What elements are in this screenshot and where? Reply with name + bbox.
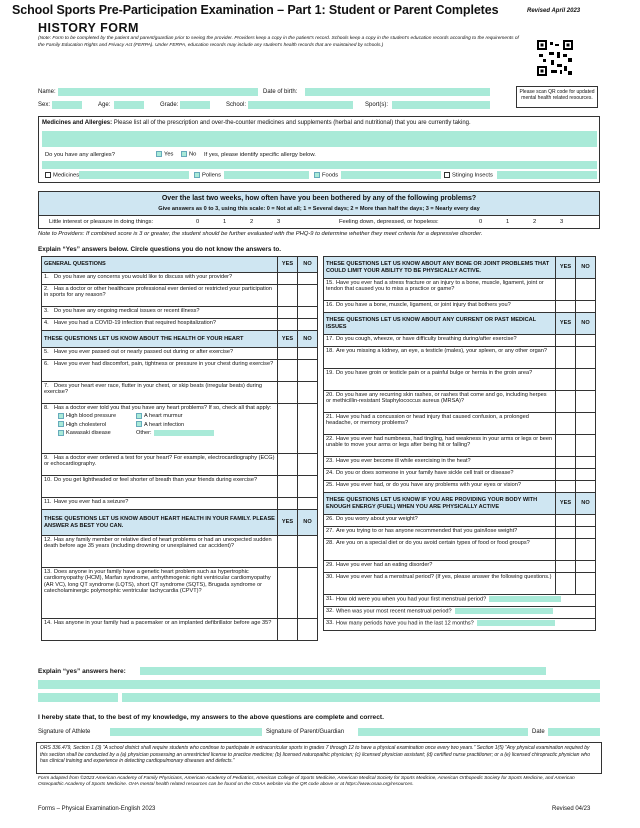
- question-9: 9. Has a doctor ever ordered a test for your heart? For example, electrocardiography (ECG) or echocardiography.: [42, 454, 278, 476]
- medicines-heading: [42, 120, 471, 127]
- q27-no-cell[interactable]: [576, 527, 596, 539]
- q5-no-cell[interactable]: [298, 348, 318, 360]
- q1-no-cell[interactable]: [298, 273, 318, 285]
- question-32-text: When was your most recent menstrual period?: [336, 608, 452, 615]
- signature-athlete-input[interactable]: [110, 728, 262, 736]
- ors-statute-box: ORS 336.479, Section 1 (3) “A school district shall require students who continue to participate in extracurricular sports in grades 7 through 12 to have a physical examination once every two years.” Section 1(5) “Any physical examination required by this section shall be conducted by a (a) physician possessing an unrestricted license to practice medicine; (b) licensed naturopathic physician; (c) licensed physician assistant; (d) certified nurse practitioner; or a (e) licensed chiropractic physician who has clinical training and experience in detecting cardiopulmonary diseases and defects.”: [36, 742, 602, 774]
- question-28-text: Are you on a special diet or do you avoid certain types of food or food groups?: [336, 540, 530, 546]
- question-17-text: Do you cough, wheeze, or have difficulty breathing during/after exercise?: [336, 336, 517, 342]
- left-questions-table: [41, 256, 318, 641]
- allergy-question: Do you have any allergies?: [45, 152, 115, 158]
- phq-q1-3[interactable]: 3: [277, 219, 281, 225]
- q13-yes-cell[interactable]: [278, 568, 298, 619]
- question-5-text: Have you ever passed out or nearly passed out during or after exercise?: [54, 349, 234, 355]
- energy-heading: THESE QUESTIONS LET US KNOW IF YOU ARE PROVIDING YOUR BODY WITH ENOUGH ENERGY (FUEL) WHEN YOU ARE PHYSICALLY ACTIVE: [324, 493, 556, 515]
- energy-yes-heading: YES: [556, 493, 576, 515]
- question-27: 27. Are you trying to or has anyone recommended that you gain/lose weight?: [324, 527, 556, 539]
- q8c-label: High cholesterol: [66, 421, 107, 428]
- medicines-instructions: Please list all of the prescription and over-the-counter medicines and supplements (herbal and nutritional) that you are currently taking.: [112, 120, 471, 126]
- energy-no-heading: NO: [576, 493, 596, 515]
- q10-yes-cell[interactable]: [278, 476, 298, 498]
- q12-no-cell[interactable]: [298, 536, 318, 568]
- general-heading: GENERAL QUESTIONS: [42, 257, 278, 273]
- school-label: School:: [226, 102, 247, 108]
- question-1: 1. Do you have any concerns you would like to discuss with your provider?: [42, 273, 278, 285]
- question-2: 2. Has a doctor or other healthcare professional ever denied or restricted your participation in sports for any reason?: [42, 285, 278, 307]
- q8-row-1: [58, 412, 275, 420]
- q19-no-cell[interactable]: [576, 369, 596, 391]
- question-13: 13. Does anyone in your family have a genetic heart problem such as hypertrophic cardiomyopathy (HCM), Marfan syndrome, arrhythmogenic right ventricular cardiomyopathy (AR VC), long QT syndrome (LQTS), short QT syndrome (SQTS), Brugada syndrome or catecholaminergic polymorphic ventricular tachycardia (CPVT)?: [42, 568, 278, 619]
- footer-right: Revised 04/23: [552, 806, 591, 812]
- question-18: 18. Are you missing a kidney, an eye, a testicle (males), your spleen, or any other organ?: [324, 347, 556, 369]
- question-10: 10. Do you get lightheaded or feel shorter of breath than your friends during exercise?: [42, 476, 278, 498]
- question-23: 23. Have you ever become ill while exercising in the heat?: [324, 457, 556, 469]
- q8b-option[interactable]: [136, 413, 183, 419]
- question-13-text: Does anyone in your family have a genetic heart problem such as hypertrophic cardiomyopathy (HCM), Marfan syndrome, arrhythmogenic right ventricular cardiomyopathy (AR VC), long QT syndrome (LQTS), short QT syndrome (SQTS), Brugada syndrome or catecholaminergic polymorphic ventricular tachycardia (CPVT)?: [44, 569, 271, 595]
- q8-row-3: [58, 429, 275, 437]
- q22-yes-cell[interactable]: [556, 435, 576, 457]
- form-title: HISTORY FORM: [38, 21, 139, 35]
- question-6: 6. Have you ever had discomfort, pain, tightness or pressure in your chest during exercise?: [42, 360, 278, 382]
- q25-yes-cell[interactable]: [556, 481, 576, 493]
- q8e-checkbox[interactable]: [58, 430, 64, 436]
- allergy-no-label: No: [189, 151, 197, 158]
- dob-label: Date of birth:: [263, 89, 298, 95]
- q3-yes-cell[interactable]: [278, 307, 298, 319]
- q14-no-cell[interactable]: [298, 619, 318, 641]
- q11-yes-cell[interactable]: [278, 498, 298, 510]
- sex-input[interactable]: [52, 101, 82, 109]
- pollens-allergy-input[interactable]: [224, 171, 309, 179]
- q8b-checkbox[interactable]: [136, 413, 142, 419]
- allergy-no-checkbox[interactable]: [181, 151, 187, 157]
- q8d-checkbox[interactable]: [136, 421, 142, 427]
- question-24: 24. Do you or does someone in your family have sickle cell trait or disease?: [324, 469, 556, 481]
- question-27-text: Are you trying to or has anyone recommended that you gain/lose weight?: [336, 528, 518, 534]
- bone-no-heading: NO: [576, 257, 596, 279]
- question-12: 12. Has any family member or relative died of heart problems or had an unexpected sudden death before age 35 years (including drowning or unexplained car accident)?: [42, 536, 278, 568]
- allergy-yes-label: Yes: [164, 151, 174, 158]
- question-20-text: Do you have any recurring skin rashes, or rashes that come and go, including herpes or methicillin-resistant Staphylococcus aureus (MRSA)?: [326, 392, 547, 405]
- insects-checkbox[interactable]: [444, 172, 450, 178]
- q17-yes-cell[interactable]: [556, 335, 576, 347]
- q17-no-cell[interactable]: [576, 335, 596, 347]
- explain-yes-input-3[interactable]: [38, 693, 118, 702]
- allergy-yes-checkbox[interactable]: [156, 151, 162, 157]
- date-label: Date: [532, 729, 545, 735]
- question-19: 19. Do you have groin or testicle pain or a painful bulge or hernia in the groin area?: [324, 369, 556, 391]
- explain-yes-label: Explain “yes” answers here:: [38, 668, 126, 675]
- question-18-text: Are you missing a kidney, an eye, a testicle (males), your spleen, or any other organ?: [336, 348, 548, 354]
- phq-q2: Feeling down, depressed, or hopeless:: [339, 219, 439, 225]
- q8-row-2: [58, 421, 275, 429]
- q8a-option[interactable]: [58, 412, 136, 420]
- foods-checkbox[interactable]: [314, 172, 320, 178]
- phq-q2-0[interactable]: 0: [479, 219, 483, 225]
- q3-no-cell[interactable]: [298, 307, 318, 319]
- phq-section: [38, 191, 600, 229]
- question-11-text: Have you ever had a seizure?: [54, 499, 129, 505]
- question-22: 22. Have you ever had numbness, had tingling, had weakness in your arms or legs or been unable to move your arms or legs after being hit or falling?: [324, 435, 556, 457]
- q28-yes-cell[interactable]: [556, 539, 576, 561]
- q9-yes-cell[interactable]: [278, 454, 298, 476]
- phq-q1: Little interest or pleasure in doing things:: [49, 219, 154, 225]
- family-heading: THESE QUESTIONS LET US KNOW ABOUT HEART HEALTH IN YOUR FAMILY. PLEASE ANSWER AS BEST YOU CAN.: [42, 510, 278, 536]
- question-31: 31. How old were you when you had your first menstrual period?: [324, 595, 596, 607]
- question-2-text: Has a doctor or other healthcare professional ever denied or restricted your participation in sports for any reason?: [44, 286, 272, 299]
- q8-no-cell[interactable]: [298, 404, 318, 454]
- form-note: (Note: Form to be completed by the patient and parent/guardian prior to seeing the provider. Providers keep a copy in the patient's record. Schools keep a copy in the student's education records according to the requirements of the Family Education Rights and Privacy Act (FERPA). Under FERPA, education records may include any student's health records that are maintained by schools.): [38, 36, 519, 48]
- question-8-text: Has a doctor ever told you that you have any heart problems? If so, check all that apply:: [54, 405, 272, 411]
- medicines-option-label: Medicines: [53, 172, 80, 179]
- q16-no-cell[interactable]: [576, 301, 596, 313]
- q32-input[interactable]: [455, 608, 553, 614]
- question-29-text: Have you ever had an eating disorder?: [336, 562, 433, 568]
- question-19-text: Do you have groin or testicle pain or a painful bulge or hernia in the groin area?: [336, 370, 533, 376]
- question-15-text: Have you ever had a stress fracture or an injury to a bone, muscle, ligament, joint or tendon that caused you to miss a practice or game?: [326, 280, 544, 293]
- question-10-text: Do you get lightheaded or feel shorter of breath than your friends during exercise?: [54, 477, 258, 483]
- explain-yes-input-4[interactable]: [122, 693, 600, 702]
- medicines-allergy-input[interactable]: [79, 171, 189, 179]
- q14-yes-cell[interactable]: [278, 619, 298, 641]
- question-28: 28. Are you on a special diet or do you avoid certain types of food or food groups?: [324, 539, 556, 561]
- q15-yes-cell[interactable]: [556, 279, 576, 301]
- q8b-label: A heart murmur: [144, 413, 183, 420]
- question-26: 26. Do you worry about your weight?: [324, 515, 556, 527]
- q21-yes-cell[interactable]: [556, 413, 576, 435]
- q19-yes-cell[interactable]: [556, 369, 576, 391]
- name-label: Name:: [38, 89, 56, 95]
- q16-yes-cell[interactable]: [556, 301, 576, 313]
- question-21-text: Have you had a concussion or head injury that caused confusion, a prolonged headache, or memory problems?: [326, 414, 529, 427]
- q12-yes-cell[interactable]: [278, 536, 298, 568]
- question-16-text: Do you have a bone, muscle, ligament, or joint injury that bothers you?: [336, 302, 511, 308]
- medicines-input[interactable]: [42, 131, 597, 147]
- insects-allergy-input[interactable]: [497, 171, 597, 179]
- question-8: 8. Has a doctor ever told you that you have any heart problems? If so, check all that apply: High blood pressure A heart murmur High cholesterol A heart infection Kawasaki disease Other:: [42, 404, 278, 454]
- q7-no-cell[interactable]: [298, 382, 318, 404]
- bone-heading: THESE QUESTIONS LET US KNOW ABOUT ANY BONE OR JOINT PROBLEMS THAT COULD LIMIT YOUR ABILITY TO BE PHYSICALLY ACTIVE.: [324, 257, 556, 279]
- phq-q1-2[interactable]: 2: [250, 219, 254, 225]
- school-input[interactable]: [248, 101, 353, 109]
- phq-q1-options[interactable]: [196, 219, 296, 226]
- question-16: 16. Do you have a bone, muscle, ligament, or joint injury that bothers you?: [324, 301, 556, 313]
- date-input[interactable]: [548, 728, 600, 736]
- qr-note-box: Please scan QR code for updated mental health related resources.: [516, 86, 598, 108]
- medicines-checkbox[interactable]: [45, 172, 51, 178]
- footer-left: Forms – Physical Examination-English 2023: [38, 806, 156, 812]
- explain-header: Explain “Yes” answers below. Circle questions you do not know the answers to.: [38, 246, 282, 253]
- question-9-text: Has a doctor ever ordered a test for your heart? For example, electrocardiography (ECG) or echocardiography.: [44, 455, 275, 468]
- q28-no-cell[interactable]: [576, 539, 596, 561]
- form-header-title: School Sports Pre-Participation Examination – Part 1: Student or Parent Completes: [12, 3, 499, 17]
- sports-label: Sport(s):: [365, 102, 389, 108]
- q15-no-cell[interactable]: [576, 279, 596, 301]
- q18-yes-cell[interactable]: [556, 347, 576, 369]
- q18-no-cell[interactable]: [576, 347, 596, 369]
- heart-heading: THESE QUESTIONS LET US KNOW ABOUT THE HEALTH OF YOUR HEART: [42, 331, 278, 348]
- q20-no-cell[interactable]: [576, 391, 596, 413]
- right-questions-table: [323, 256, 596, 631]
- q6-no-cell[interactable]: [298, 360, 318, 382]
- medicines-label: Medicines and Allergies:: [42, 120, 113, 126]
- medicines-section: [38, 116, 600, 183]
- q2-yes-cell[interactable]: [278, 285, 298, 307]
- question-30-text: Have you ever had a menstrual period? (If yes, please answer the following questions.): [336, 574, 552, 580]
- question-14: 14. Has anyone in your family had a pacemaker or an implanted defibrillator before age 35?: [42, 619, 278, 641]
- grade-label: Grade:: [160, 102, 179, 108]
- age-input[interactable]: [114, 101, 144, 109]
- q8f-label: Other:: [136, 430, 152, 437]
- q7-yes-cell[interactable]: [278, 382, 298, 404]
- question-20: 20. Do you have any recurring skin rashes, or rashes that come and go, including herpes or methicillin-resistant Staphylococcus aureus (MRSA)?: [324, 391, 556, 413]
- medical-no-heading: NO: [576, 313, 596, 335]
- no-heading: NO: [298, 257, 318, 273]
- question-15: 15. Have you ever had a stress fracture or an injury to a bone, muscle, ligament, joint or tendon that caused you to miss a practice or game?: [324, 279, 556, 301]
- question-31-text: How old were you when you had your first menstrual period?: [336, 596, 487, 603]
- medical-heading: THESE QUESTIONS LET US KNOW ABOUT ANY CURRENT OR PAST MEDICAL ISSUES: [324, 313, 556, 335]
- question-33: 33. How many periods have you had in the last 12 months?: [324, 619, 596, 631]
- allergy-foods-option[interactable]: [314, 172, 338, 179]
- question-24-text: Do you or does someone in your family have sickle cell trait or disease?: [336, 470, 514, 476]
- q26-yes-cell[interactable]: [556, 515, 576, 527]
- signature-parent-label: Signature of Parent/Guardian: [266, 729, 345, 735]
- age-label: Age:: [98, 102, 111, 108]
- question-21: 21. Have you had a concussion or head injury that caused confusion, a prolonged headache, or memory problems?: [324, 413, 556, 435]
- q33-input[interactable]: [477, 620, 555, 626]
- question-7-text: Does your heart ever race, flutter in your chest, or skip beats (irregular beats) during exercise?: [44, 383, 262, 396]
- dob-input[interactable]: [305, 88, 490, 96]
- q25-no-cell[interactable]: [576, 481, 596, 493]
- allergy-input[interactable]: [42, 161, 597, 169]
- question-3-text: Do you have any ongoing medical issues or recent illness?: [54, 308, 200, 314]
- q8a-label: High blood pressure: [66, 413, 117, 420]
- phq-q1-1[interactable]: 1: [223, 219, 227, 225]
- q8e-option[interactable]: [58, 429, 136, 437]
- q23-yes-cell[interactable]: [556, 457, 576, 469]
- phq-scale: Give answers as 0 to 3, using this scale: 0 = Not at all; 1 = Several days; 2 = More than half the days; 3 = Nearly every day: [158, 206, 480, 212]
- phq-title: Over the last two weeks, how often have you been bothered by any of the following problems?: [161, 195, 477, 202]
- question-23-text: Have you ever become ill while exercising in the heat?: [336, 458, 471, 464]
- question-4-text: Have you had a COVID-19 infection that required hospitalization?: [54, 320, 217, 326]
- grade-input[interactable]: [180, 101, 210, 109]
- foods-option-label: Foods: [322, 172, 339, 179]
- signature-parent-input[interactable]: [358, 728, 528, 736]
- foods-allergy-input[interactable]: [341, 171, 441, 179]
- allergy-medicines-option[interactable]: [45, 172, 79, 179]
- allergy-insects-option[interactable]: [444, 172, 493, 179]
- question-5: 5. Have you ever passed out or nearly passed out during or after exercise?: [42, 348, 278, 360]
- revised-date: Revised April 2023: [527, 8, 581, 14]
- question-29: 29. Have you ever had an eating disorder?: [324, 561, 556, 573]
- phq-q2-1[interactable]: 1: [506, 219, 510, 225]
- explain-yes-input-2[interactable]: [38, 680, 600, 689]
- q10-no-cell[interactable]: [298, 476, 318, 498]
- q9-no-cell[interactable]: [298, 454, 318, 476]
- q6-yes-cell[interactable]: [278, 360, 298, 382]
- question-14-text: Has anyone in your family had a pacemaker or an implanted defibrillator before age 35?: [54, 620, 272, 626]
- q8c-checkbox[interactable]: [58, 421, 64, 427]
- question-6-text: Have you ever had discomfort, pain, tightness or pressure in your chest during exercise?: [54, 361, 274, 367]
- q30-yes-cell[interactable]: [556, 573, 576, 595]
- family-yes-heading: YES: [278, 510, 298, 536]
- yes-heading: YES: [278, 257, 298, 273]
- q21-no-cell[interactable]: [576, 413, 596, 435]
- sex-label: Sex:: [38, 102, 51, 108]
- q5-yes-cell[interactable]: [278, 348, 298, 360]
- q4-no-cell[interactable]: [298, 319, 318, 331]
- medical-yes-heading: YES: [556, 313, 576, 335]
- q8d-option[interactable]: [136, 422, 184, 428]
- name-input[interactable]: [58, 88, 258, 96]
- q20-yes-cell[interactable]: [556, 391, 576, 413]
- question-26-text: Do you worry about your weight?: [336, 516, 418, 522]
- question-30: 30. Have you ever had a menstrual period? (If yes, please answer the following questions.): [324, 573, 556, 595]
- question-25: 25. Have you ever had, or do you have any problems with your eyes or vision?: [324, 481, 556, 493]
- q8-other-input[interactable]: [154, 430, 214, 436]
- phq-note: Note to Providers: If combined score is 3 or greater, the student should be further evaluated with the PHQ-9 to determine whether they meet criteria for a depressive disorder.: [38, 231, 483, 237]
- heart-yes-heading: YES: [278, 331, 298, 348]
- question-4: 4. Have you had a COVID-19 infection that required hospitalization?: [42, 319, 278, 331]
- question-12-text: Has any family member or relative died of heart problems or had an unexpected sudden death before age 35 years (including drowning or unexplained car accident)?: [44, 537, 272, 550]
- explain-yes-input-1[interactable]: [140, 667, 546, 675]
- allergy-yes-option[interactable]: [156, 151, 173, 158]
- question-1-text: Do you have any concerns you would like to discuss with your provider?: [54, 274, 233, 280]
- q24-yes-cell[interactable]: [556, 469, 576, 481]
- signature-athlete-label: Signature of Athlete: [38, 729, 91, 735]
- insects-option-label: Stinging Insects: [452, 172, 493, 179]
- phq-q2-3[interactable]: 3: [560, 219, 564, 225]
- question-33-text: How many periods have you had in the last 12 months?: [336, 620, 474, 627]
- allergy-pollens-option[interactable]: [194, 172, 221, 179]
- phq-q2-2[interactable]: 2: [533, 219, 537, 225]
- q8e-label: Kawasaki disease: [66, 430, 111, 437]
- bone-yes-heading: YES: [556, 257, 576, 279]
- family-no-heading: NO: [298, 510, 318, 536]
- sports-input[interactable]: [392, 101, 490, 109]
- q4-yes-cell[interactable]: [278, 319, 298, 331]
- question-22-text: Have you ever had numbness, had tingling, had weakness in your arms or legs or been unable to move your arms or legs after being hit or falling?: [326, 436, 553, 449]
- question-32: 32. When was your most recent menstrual period?: [324, 607, 596, 619]
- question-25-text: Have you ever had, or do you have any problems with your eyes or vision?: [336, 482, 522, 488]
- qr-code-icon: [537, 40, 573, 76]
- question-11: 11. Have you ever had a seizure?: [42, 498, 278, 510]
- q27-yes-cell[interactable]: [556, 527, 576, 539]
- q29-no-cell[interactable]: [576, 561, 596, 573]
- q1-yes-cell[interactable]: [278, 273, 298, 285]
- phq-q2-options[interactable]: [479, 219, 589, 226]
- q8-yes-cell[interactable]: [278, 404, 298, 454]
- heart-no-heading: NO: [298, 331, 318, 348]
- q8c-option[interactable]: [58, 421, 136, 429]
- q30-no-cell[interactable]: [576, 573, 596, 595]
- q23-no-cell[interactable]: [576, 457, 596, 469]
- pollens-option-label: Pollens: [202, 172, 222, 179]
- q24-no-cell[interactable]: [576, 469, 596, 481]
- q8a-checkbox[interactable]: [58, 413, 64, 419]
- q2-no-cell[interactable]: [298, 285, 318, 307]
- allergy-if-yes: If yes, please identify specific allergy below.: [204, 152, 316, 158]
- q11-no-cell[interactable]: [298, 498, 318, 510]
- q31-input[interactable]: [489, 596, 561, 602]
- adapted-note: Form adapted from ©2023 American Academy of Family Physicians, American Academy of Pediatrics, American College of Sports Medicine, American Medical Society for Sports Medicine, American Orthopedic Society for Sports Medicine, and American Osteopathic Academy of Sports Medicine. OHA mental health related resources can be found on the OSAA website via the QR code above or at https://www.osaa.org/resources.: [38, 776, 575, 788]
- question-3: 3. Do you have any ongoing medical issues or recent illness?: [42, 307, 278, 319]
- question-17: 17. Do you cough, wheeze, or have difficulty breathing during/after exercise?: [324, 335, 556, 347]
- q22-no-cell[interactable]: [576, 435, 596, 457]
- allergy-no-option[interactable]: [181, 151, 196, 158]
- pollens-checkbox[interactable]: [194, 172, 200, 178]
- q8-options: [58, 412, 275, 437]
- phq-q1-0[interactable]: 0: [196, 219, 200, 225]
- question-7: 7. Does your heart ever race, flutter in your chest, or skip beats (irregular beats) during exercise?: [42, 382, 278, 404]
- q26-no-cell[interactable]: [576, 515, 596, 527]
- q29-yes-cell[interactable]: [556, 561, 576, 573]
- certify-statement: I hereby state that, to the best of my knowledge, my answers to the above questions are complete and correct.: [38, 714, 384, 721]
- q8d-label: A heart infection: [144, 421, 185, 428]
- q13-no-cell[interactable]: [298, 568, 318, 619]
